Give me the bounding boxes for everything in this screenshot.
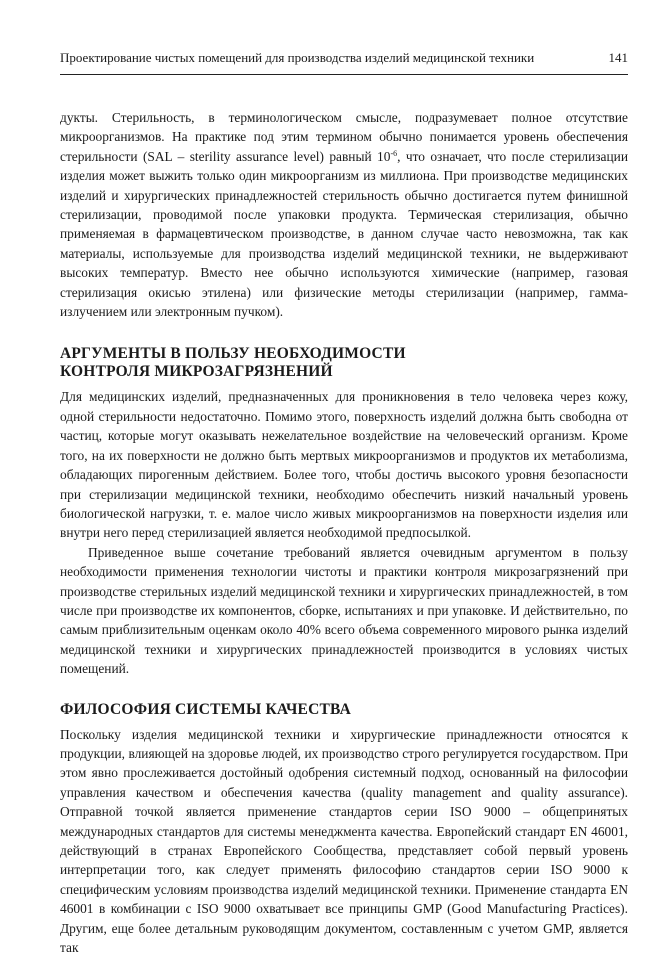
header-rule: [60, 74, 628, 75]
body-text: [60, 108, 628, 957]
running-title: Проектирование чистых помещений для производства изделий медицинской техники: [60, 50, 535, 65]
paragraph-text: , что означает, что после стерилизации изделия может выжить только один микроорганизм из миллиона. При производстве медицинских изделий и хирургических принадлежностей стерильность обычно достигается путем финишной стерилизации, проводимой после упаковки продукта. Термическая стерилизация, обычно применяемая в фармацевтическом производстве, в данном случае часто невозможна, так как материалы, используемые для производства изделий медицинской техники, не выдерживают высоких температур. Вместо нее обычно используются химические (например, газовая стерилизация окисью этилена) или физические методы стерилизации (например, гамма-излучением или электронным пучком).: [60, 148, 628, 320]
paragraph: Поскольку изделия медицинской техники и хирургические принадлежности относятся к продукции, влияющей на здоровье людей, их производство строго регулируется государством. При этом явно прослеживается достойный одобрения системный подход, основанный на философии управления качеством и обеспечения качества (quality management and quality assurance). Отправной точкой является применение стандартов серии ISO 9000 – общепринятых международных стандартов для системы менеджмента качества. Европейский стандарт EN 46001, действующий в странах Европейского Сообщества, представляет собой первый уровень интерпретации того, как следует применять философию стандартов серии ISO 9000 к специфическим условиям производства изделий медицинской техники. Применение стандарта EN 46001 в комбинации с ISO 9000 охватывает все принципы GMP (Good Manufacturing Practices). Другим, еще более детальным руководящим документом, составленным с учетом GMP, является так: [60, 726, 628, 956]
paragraph-continuation: [60, 108, 628, 321]
running-header: [60, 50, 628, 66]
paragraph-text: дукты. Стерильность, в терминологическом смысле, подразумевает полное отсутствие микроорганизмов. На практике под этим термином обычно понимается уровень обеспечения стерильности (SAL – sterility assurance level) равный 10: [60, 110, 628, 164]
paragraph: Приведенное выше сочетание требований является очевидным аргументом в пользу необходимости применения технологии чистоты и практики контроля микрозагрязнений при производстве стерильных изделий медицинской техники и хирургических принадлежностей, в том числе при производстве их компонентов, сборке, испытаниях и при упаковке. И действительно, по самым приблизительным оценкам около 40% всего объема современного мирового рынка изделий медицинской техники и хирургических принадлежностей производится в условиях чистых помещений.: [60, 544, 628, 677]
section-heading-arguments: [60, 345, 628, 381]
section-heading-quality-philosophy: ФИЛОСОФИЯ СИСТЕМЫ КАЧЕСТВА: [60, 700, 351, 718]
superscript-exponent: -6: [390, 148, 398, 158]
heading-line: АРГУМЕНТЫ В ПОЛЬЗУ НЕОБХОДИМОСТИ: [60, 345, 406, 363]
page-number: 141: [608, 50, 628, 65]
heading-line: КОНТРОЛЯ МИКРОЗАГРЯЗНЕНИЙ: [60, 363, 333, 381]
paragraph: Для медицинских изделий, предназначенных для проникновения в тело человека через кожу, одной стерильности недостаточно. Помимо этого, поверхность изделий должна быть свободна от частиц, которые могут оказывать нежелательное воздействие на человеческий организм. Кроме того, на их поверхности не должно быть мертвых микроорганизмов и продуктов их метаболизма, обладающих пирогенным действием. Более того, чтобы достичь высокого уровня безопасности при стерилизации медицинской техники, необходимо обеспечить низкий начальный уровень биологической нагрузки, т. е. малое число живых микроорганизмов на поверхности изделия или внутри него перед стерилизацией является необходимой предпосылкой.: [60, 389, 628, 541]
